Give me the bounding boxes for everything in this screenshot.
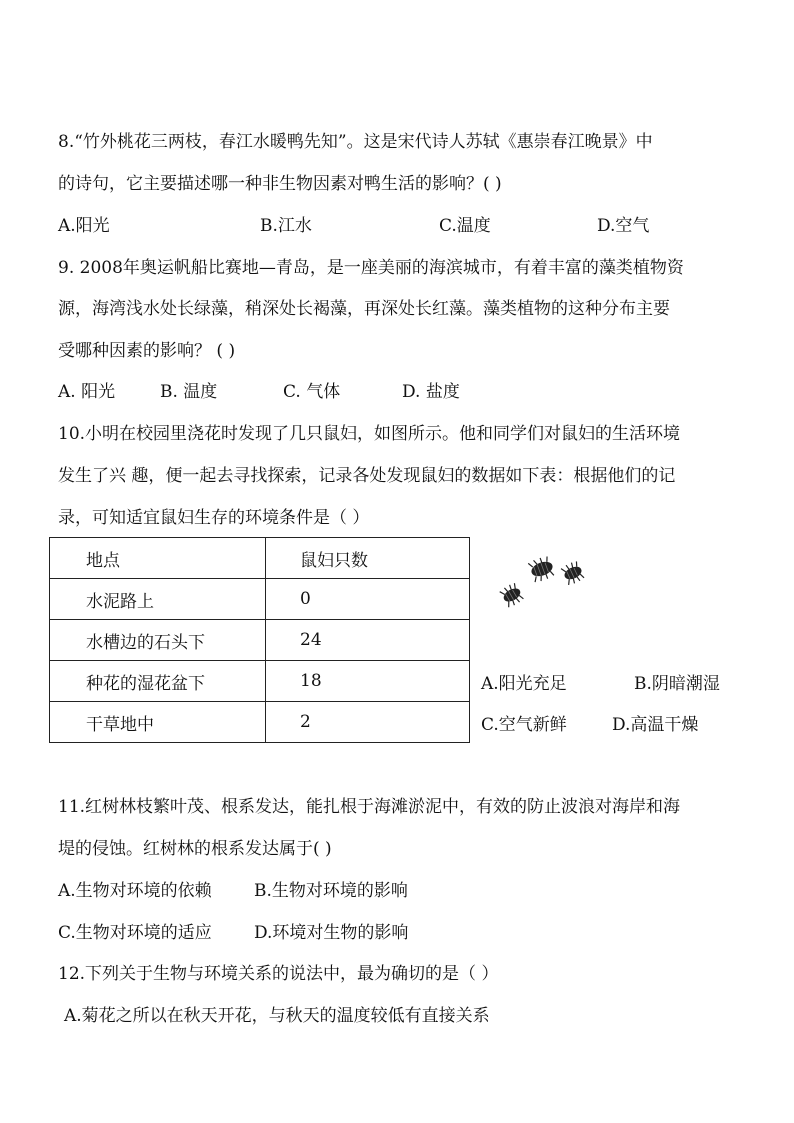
q10-stem-line-3: 录，可知适宜鼠妇生存的环境条件是（ ） <box>58 508 370 528</box>
cell-location: 水泥路上 <box>50 579 266 620</box>
q9-option-c: C. 气体 <box>283 382 341 402</box>
q8-option-d: D.空气 <box>597 216 650 236</box>
header-count: 鼠妇只数 <box>266 538 470 579</box>
q9-option-d: D. 盐度 <box>402 382 460 402</box>
q9-stem-line-3: 受哪种因素的影响？ ( ) <box>58 341 236 361</box>
cell-count: 0 <box>266 579 470 620</box>
woodlouse-count-table <box>49 537 470 743</box>
q10-option-c: C.空气新鲜 <box>481 715 567 735</box>
table-header-row <box>50 538 470 579</box>
cell-count: 18 <box>266 661 470 702</box>
q11-option-d: D.环境对生物的影响 <box>254 923 409 943</box>
q12-stem-line-1: 12.下列关于生物与环境关系的说法中，最为确切的是（ ） <box>58 964 499 984</box>
q11-option-b: B.生物对环境的影响 <box>254 881 408 901</box>
q8-option-b: B.江水 <box>260 216 312 236</box>
cell-count: 2 <box>266 702 470 743</box>
cell-location: 水槽边的石头下 <box>50 620 266 661</box>
q9-option-b: B. 温度 <box>160 382 218 402</box>
q10-option-a: A.阳光充足 <box>481 674 567 694</box>
woodlouse-icon <box>561 560 586 586</box>
q9-stem-line-1: 9. 2008年奥运帆船比赛地—青岛，是一座美丽的海滨城市，有着丰富的藻类植物资 <box>58 258 684 278</box>
q10-option-b: B.阴暗潮湿 <box>634 674 720 694</box>
q8-stem-line-1: 8.“竹外桃花三两枝，春江水暖鸭先知”。这是宋代诗人苏轼《惠崇春江晚景》中 <box>58 132 653 152</box>
q11-stem-line-1: 11.红树林枝繁叶茂、根系发达，能扎根于海滩淤泥中，有效的防止波浪对海岸和海 <box>58 797 681 817</box>
q11-option-a: A.生物对环境的依赖 <box>58 881 212 901</box>
table-row <box>50 661 470 702</box>
q10-stem-line-2: 发生了兴 趣，便一起去寻找探索，记录各处发现鼠妇的数据如下表：根据他们的记 <box>58 466 676 486</box>
q8-stem-line-2: 的诗句，它主要描述哪一种非生物因素对鸭生活的影响？( ) <box>58 174 502 194</box>
woodlouse-icon <box>528 555 556 583</box>
cell-location: 干草地中 <box>50 702 266 743</box>
woodlouse-illustration <box>498 553 590 609</box>
q9-stem-line-2: 源，海湾浅水处长绿藻，稍深处长褐藻，再深处长红藻。藻类植物的这种分布主要 <box>58 299 670 319</box>
cell-count: 24 <box>266 620 470 661</box>
q10-option-d: D.高温干燥 <box>612 715 699 735</box>
q11-option-c: C.生物对环境的适应 <box>58 923 212 943</box>
table-row <box>50 702 470 743</box>
q12-option-a: A.菊花之所以在秋天开花，与秋天的温度较低有直接关系 <box>64 1006 490 1026</box>
woodlouse-icon <box>499 582 525 608</box>
table-row <box>50 579 470 620</box>
q11-stem-line-2: 堤的侵蚀。红树林的根系发达属于( ) <box>58 839 332 859</box>
q8-option-c: C.温度 <box>439 216 491 236</box>
cell-location: 种花的湿花盆下 <box>50 661 266 702</box>
q8-option-a: A.阳光 <box>58 216 110 236</box>
q9-option-a: A. 阳光 <box>58 382 116 402</box>
table-row <box>50 620 470 661</box>
header-location: 地点 <box>50 538 266 579</box>
q10-stem-line-1: 10.小明在校园里浇花时发现了几只鼠妇，如图所示。他和同学们对鼠妇的生活环境 <box>58 424 681 444</box>
